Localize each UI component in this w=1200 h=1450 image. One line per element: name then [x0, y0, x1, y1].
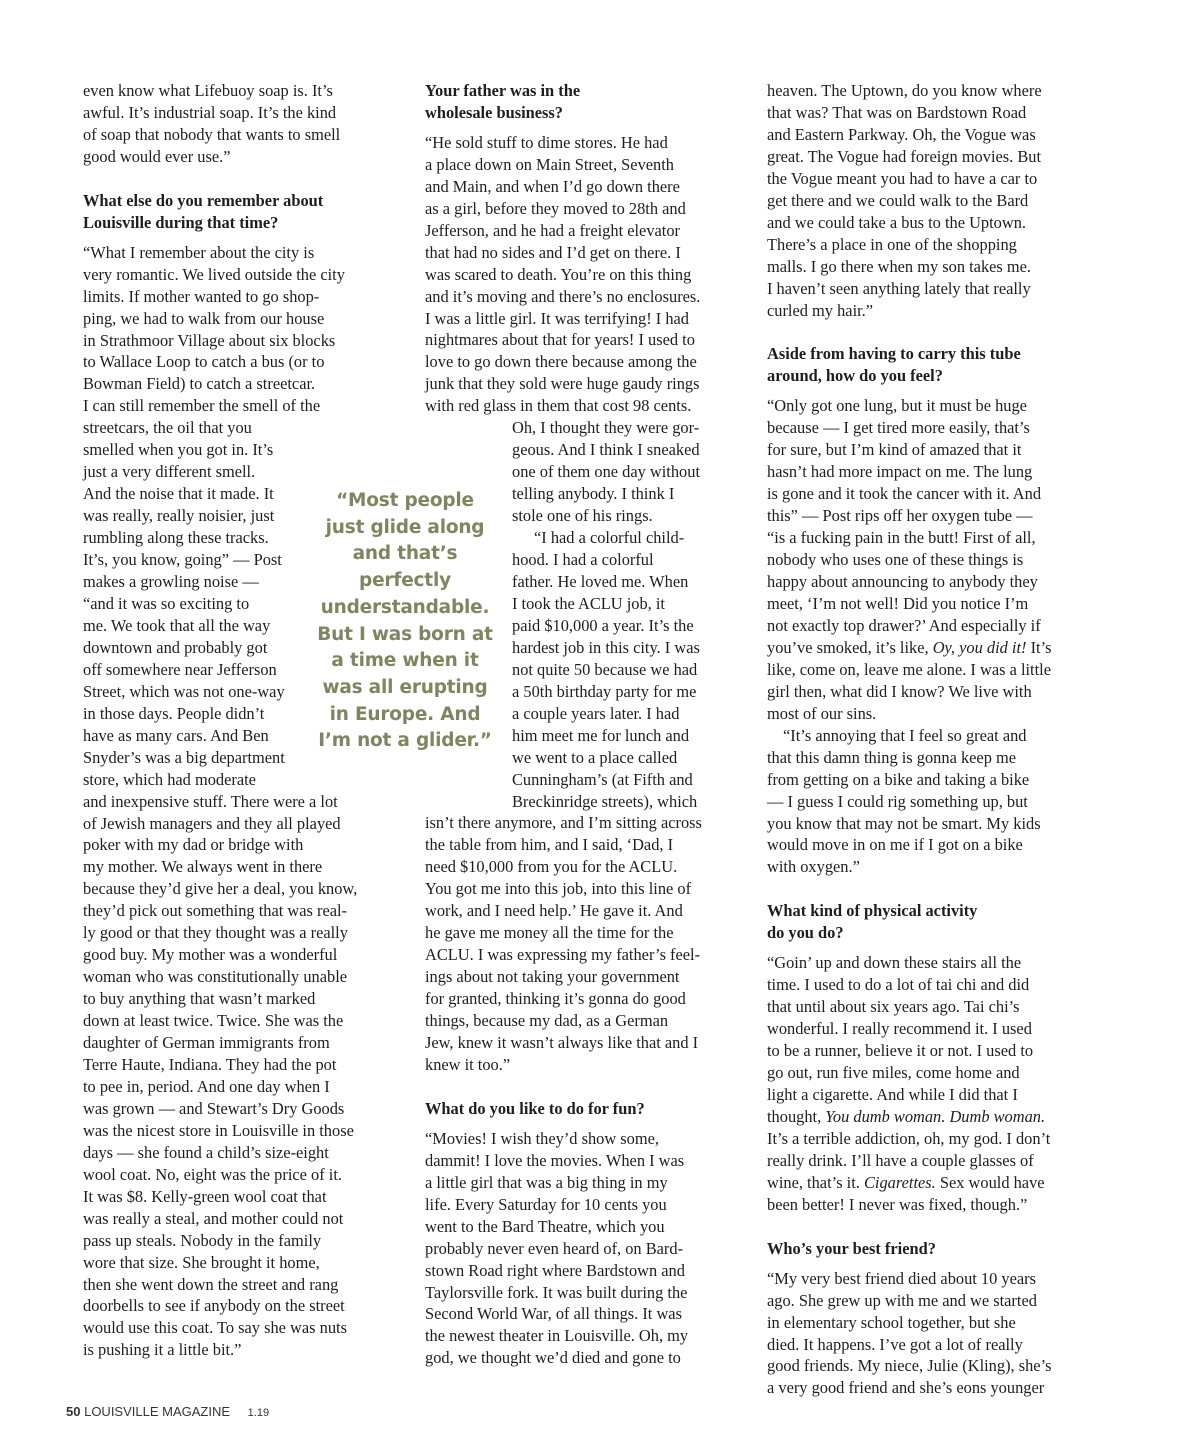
body-paragraph: “He sold stuff to dime stores. He had a place down on Main Street, Seventh and Main, and when I’d go down there as a girl, before they moved to 28th and Jefferson, and he had a freight elevator that had no sides and I’d get on there. I was scared to death. You’re on this thing and it’s moving and there’s no enclosures. I was a little girl. It was terrifying! I had nightmares about that for years! I used to love to go down there because among the junk that they sold were huge gaudy rings with red glass in them that cost 98 cents. Oh, I thought they were gor- geous. And I think I sneaked one of them one day without telling anybody. I think I stole one of his rings. “I had a colorful child- hood. I had a colorful father. He loved me. When I took the ACLU job, it paid $10,000 a year. It’s the hardest job in this city. I was not quite 50 because we had a 50th birthday party for me a couple years later. I had him meet me for lunch and we went to a place called Cunningham’s (at Fifth and Breckinridge streets), which isn’t there anymore, and I’m sitting across the table from him, and I said, ‘Dad, I need $10,000 from you for the ACLU. You got me into this job, into this line of work, and I need help.’ He gave it. And he gave me money all the time for the ACLU. I was expressing my father’s feel- ings about not taking your government for granted, thinking it’s gonna do good things, because my dad, as a German Jew, knew it wasn’t always like that and I knew it too.”: [425, 132, 702, 1074]
issue-date: 1.19: [247, 1407, 270, 1419]
publication-name: LOUISVILLE MAGAZINE: [84, 1404, 231, 1419]
interview-question: What else do you remember about Louisville during that time?: [83, 190, 324, 232]
pull-quote: “Most people just glide along and that’s perfectly understandable. But I was born at a time when it was all erupting in Europe. And I’m not a glider.”: [317, 490, 493, 752]
body-paragraph: “My very best friend died about 10 years ago. She grew up with me and we started in elementary school together, but she died. It happens. I’ve got a lot of really good friends. My niece, Julie (Kling), she’s a very good friend and she’s eons younger: [767, 1268, 1052, 1398]
body-paragraph: heaven. The Uptown, do you know where that was? That was on Bardstown Road and Eastern Parkway. Oh, the Vogue was great. The Vogue had foreign movies. But the Vogue meant you had to have a car to get there and we could walk to the Bard and we could take a bus to the Uptown. There’s a place in one of the shopping malls. I go there when my son takes me. I haven’t seen anything lately that really curled my hair.”: [767, 81, 1042, 320]
interview-question: Aside from having to carry this tube around, how do you feel?: [767, 344, 1021, 386]
page-footer: [66, 1404, 269, 1419]
interview-question: Your father was in the wholesale business?: [425, 81, 581, 122]
body-paragraph: “What I remember about the city is very romantic. We lived outside the city limits. If mother wanted to go shop- ping, we had to walk from our house in Strathmoor Village about six blocks to Wallace Loop to catch a bus (or to Bowman Field) to catch a streetcar. I can still remember the smell of the streetcars, the oil that you smelled when you got in. It’s just a very different smell. And the noise that it made. It was really, really noisier, just rumbling along these tracks. It’s, you know, going” — Post makes a growling noise — “and it was so exciting to me. We took that all the way downtown and probably got off somewhere near Jefferson Street, which was not one-way in those days. People didn’t have as many cars. And Ben Snyder’s was a big department store, which had moderate and inexpensive stuff. There were a lot of Jewish managers and they all played poker with my dad or bridge with my mother. We always went in there because they’d give her a deal, you know, they’d pick out something that was real- ly good or that they thought was a really good buy. My mother was a wonderful woman who was constitutionally unable to buy anything that wasn’t marked down at least twice. Twice. She was the daughter of German immigrants from Terre Haute, Indiana. They had the pot to pee in, period. And one day when I was grown — and Stewart’s Dry Goods was the nicest store in Louisville in those days — she found a child’s size-eight wool coat. No, eight was the price of it. It was $8. Kelly-green wool coat that was really a steal, and mother could not pass up steals. Nobody in the family wore that size. She brought it home, then she went down the street and rang doorbells to see if anybody on the street would use this coat. To say she was nuts is pushing it a little bit.”: [83, 242, 358, 1360]
article-column-2: [425, 80, 723, 1369]
body-paragraph: “Only got one lung, but it must be huge because — I get tired more easily, that’s for sure, but I’m kind of amazed that it hasn’t had more impact on me. The lung is gone and it took the cancer with it. And this” — Post rips off her oxygen tube — “is a fucking pain in the butt! First of all, nobody who uses one of these things is happy about announcing to anybody they meet, ‘I’m not well! Did you notice I’m not exactly top drawer?’ And especially if you’ve smoked, it’s like, Oy, you did it! It’s like, come on, leave me alone. I was a little girl then, what did I know? We live with most of our sins. “It’s annoying that I feel so great and that this damn thing is gonna keep me from getting on a bike and taking a bike — I guess I could rig something up, but you know that may not be smart. My kids would move in on me if I got on a bike with oxygen.”: [767, 396, 1052, 877]
interview-question: Who’s your best friend?: [767, 1238, 936, 1258]
article-column-3: [767, 80, 1067, 1399]
body-paragraph: “Goin’ up and down these stairs all the time. I used to do a lot of tai chi and did that until about six years ago. Tai chi’s wonderful. I really recommend it. I used to be a runner, believe it or not. I used to go out, run five miles, come home and light a cigarette. And while I did that I thought, You dumb woman. Dumb woman. It’s a terrible addiction, oh, my god. I don’t really drink. I’ll have a couple glasses of wine, that’s it. Cigarettes. Sex would have been better! I never was fixed, though.”: [767, 953, 1051, 1214]
interview-question: What kind of physical activity do you do?: [767, 901, 978, 943]
body-paragraph: “Movies! I wish they’d show some, dammit! I love the movies. When I was a little girl that was a big thing in my life. Every Saturday for 10 cents you went to the Bard Theatre, which you probably never even heard of, on Bard- stown Road right where Bardstown and Taylorsville fork. It was built during the Second World War, of all things. It was the newest theater in Louisville. Oh, my god, we thought we’d died and gone to: [425, 1128, 689, 1368]
page-number: 50: [66, 1404, 81, 1419]
interview-question: What do you like to do for fun?: [425, 1098, 645, 1118]
body-paragraph: even know what Lifebuoy soap is. It’s awful. It’s industrial soap. It’s the kind of soap that nobody that wants to smell good would ever use.”: [83, 81, 341, 166]
